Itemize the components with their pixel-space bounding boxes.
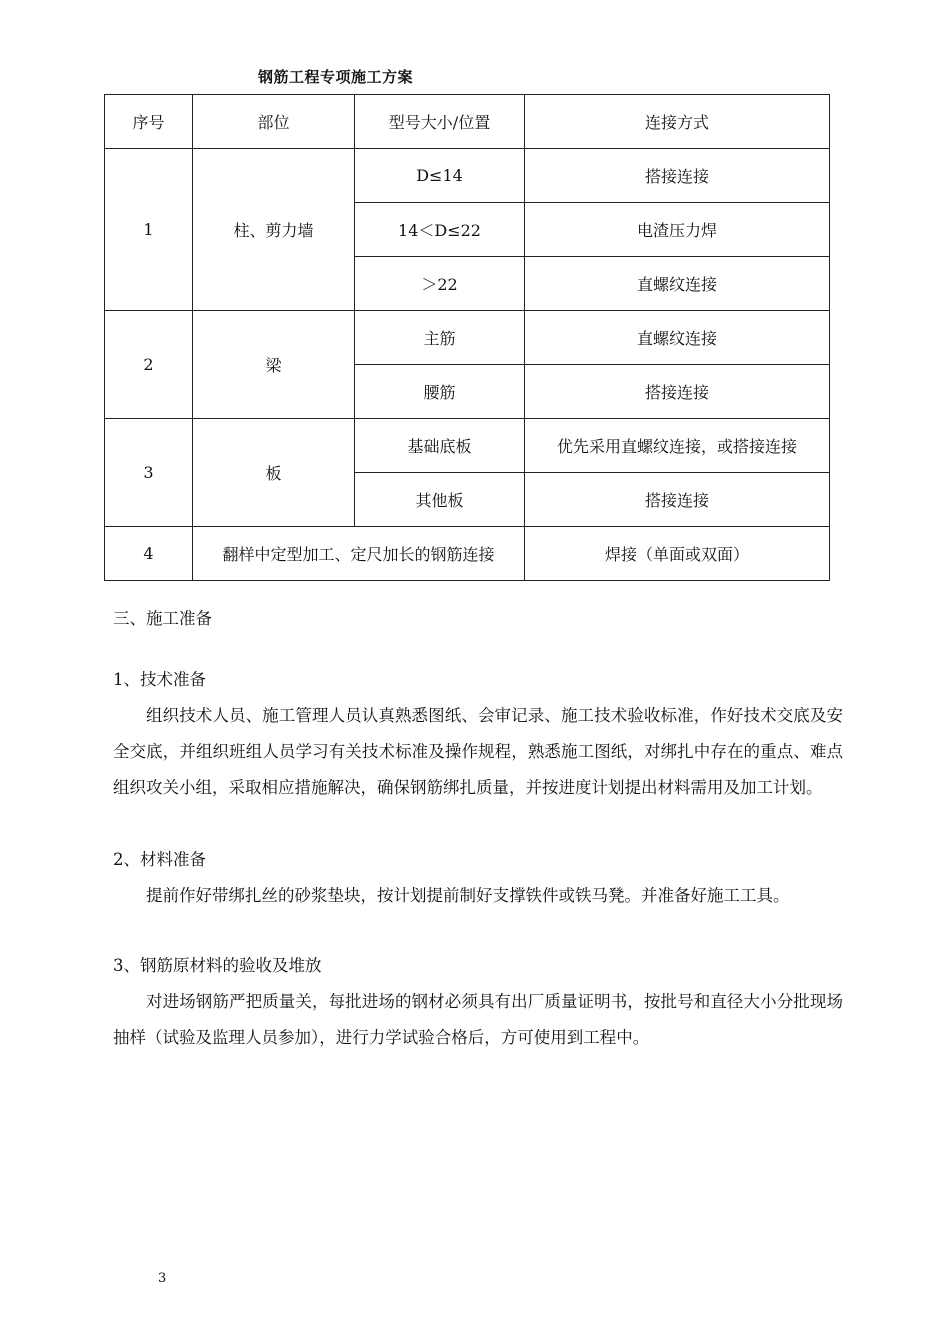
cell-no: 4 xyxy=(105,527,193,581)
col-header-spec: 型号大小/位置 xyxy=(355,95,525,149)
table-row xyxy=(105,419,830,473)
paragraph-steel-acceptance: 对进场钢筋严把质量关，每批进场的钢材必须具有出厂质量证明书，按批号和直径大小分批现场抽样（试验及监理人员参加），进行力学试验合格后，方可使用到工程中。 xyxy=(113,992,843,1047)
cell-spec: 腰筋 xyxy=(355,365,525,419)
cell-part: 柱、剪力墙 xyxy=(193,149,355,311)
table-row xyxy=(105,527,830,581)
cell-method: 直螺纹连接 xyxy=(525,311,830,365)
cell-part-spec: 翻样中定型加工、定尺加长的钢筋连接 xyxy=(193,527,525,581)
cell-spec: D≤14 xyxy=(355,149,525,203)
cell-method: 直螺纹连接 xyxy=(525,257,830,311)
subsection-heading-materials: 2、材料准备 xyxy=(113,850,206,869)
page-number: 3 xyxy=(158,1271,167,1286)
cell-spec: 14＜D≤22 xyxy=(355,203,525,257)
paragraph-technical: 组织技术人员、施工管理人员认真熟悉图纸、会审记录、施工技术验收标准，作好技术交底及安全交底，并组织班组人员学习有关技术标准及操作规程，熟悉施工图纸，对绑扎中存在的重点、难点组织攻关小组，采取相应措施解决，确保钢筋绑扎质量，并按进度计划提出材料需用及加工计划。 xyxy=(113,706,843,797)
document-header-title: 钢筋工程专项施工方案 xyxy=(258,68,414,86)
cell-no: 1 xyxy=(105,149,193,311)
cell-method: 电渣压力焊 xyxy=(525,203,830,257)
cell-part: 梁 xyxy=(193,311,355,419)
cell-spec: ＞22 xyxy=(355,257,525,311)
cell-method: 搭接连接 xyxy=(525,365,830,419)
subsection-heading-steel-acceptance: 3、钢筋原材料的验收及堆放 xyxy=(113,956,322,975)
cell-part: 板 xyxy=(193,419,355,527)
section-heading-preparation: 三、施工准备 xyxy=(113,609,212,628)
subsection-heading-technical: 1、技术准备 xyxy=(113,670,206,689)
cell-method: 搭接连接 xyxy=(525,473,830,527)
cell-no: 3 xyxy=(105,419,193,527)
cell-method: 焊接（单面或双面） xyxy=(525,527,830,581)
col-header-method: 连接方式 xyxy=(525,95,830,149)
col-header-no: 序号 xyxy=(105,95,193,149)
cell-spec: 基础底板 xyxy=(355,419,525,473)
table-row xyxy=(105,149,830,203)
cell-method: 搭接连接 xyxy=(525,149,830,203)
cell-no: 2 xyxy=(105,311,193,419)
rebar-connection-table xyxy=(104,94,830,581)
table-header-row xyxy=(105,95,830,149)
cell-method: 优先采用直螺纹连接，或搭接连接 xyxy=(525,419,830,473)
paragraph-materials: 提前作好带绑扎丝的砂浆垫块，按计划提前制好支撑铁件或铁马凳。并准备好施工工具。 xyxy=(146,886,790,905)
cell-spec: 主筋 xyxy=(355,311,525,365)
cell-spec: 其他板 xyxy=(355,473,525,527)
table-row xyxy=(105,311,830,365)
col-header-part: 部位 xyxy=(193,95,355,149)
